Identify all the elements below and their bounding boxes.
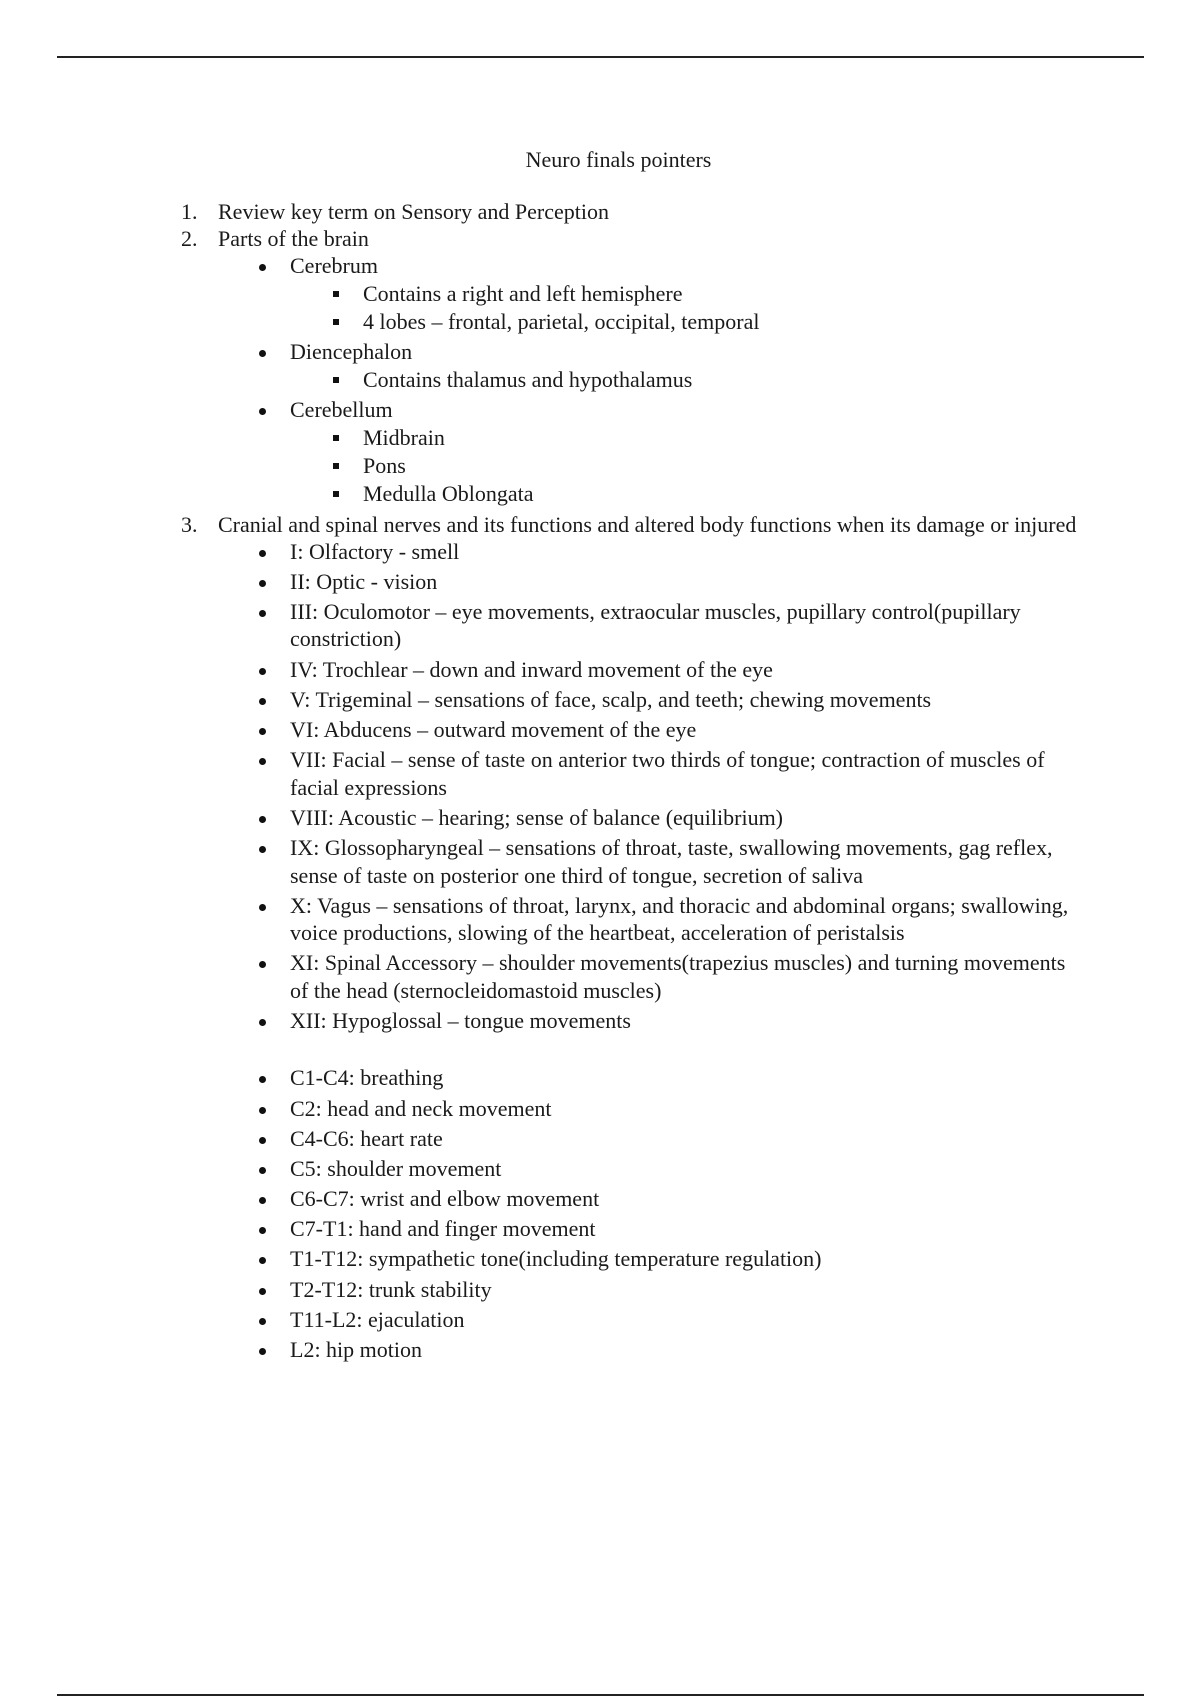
pointer-item-3 xyxy=(0,511,1200,1364)
bullet-icon xyxy=(259,350,266,357)
square-bullet-icon xyxy=(333,319,339,325)
list-item: T2-T12: trunk stability xyxy=(290,1276,1090,1304)
list-item: Pons xyxy=(363,452,1080,480)
list-item: 4 lobes – frontal, parietal, occipital, temporal xyxy=(363,308,1080,336)
square-bullet-icon xyxy=(333,291,339,297)
document-body xyxy=(0,198,1200,1366)
bullet-icon xyxy=(259,758,266,765)
list-number: 2. xyxy=(181,226,198,251)
bullet-icon xyxy=(259,1348,266,1355)
list-item: VIII: Acoustic – hearing; sense of balance (equilibrium) xyxy=(290,804,1090,832)
list-item: C5: shoulder movement xyxy=(290,1155,1090,1183)
list-item: VI: Abducens – outward movement of the eye xyxy=(290,716,1090,744)
bullet-icon xyxy=(259,264,266,271)
bullet-icon xyxy=(259,1318,266,1325)
square-bullet-icon xyxy=(333,463,339,469)
bullet-icon xyxy=(259,1257,266,1264)
bullet-icon xyxy=(259,408,266,415)
pointer-text: Parts of the brain xyxy=(218,226,369,251)
list-item: Medulla Oblongata xyxy=(363,480,1080,508)
list-item: Contains thalamus and hypothalamus xyxy=(363,366,1080,394)
bullet-icon xyxy=(259,610,266,617)
bullet-icon xyxy=(259,816,266,823)
list-number: 3. xyxy=(181,511,198,537)
pointer-text: Cranial and spinal nerves and its functions and altered body functions when its damage or injured xyxy=(218,511,1077,537)
list-item: C7-T1: hand and finger movement xyxy=(290,1215,1090,1243)
bullet-icon xyxy=(259,961,266,968)
document-title: Neuro finals pointers xyxy=(525,147,712,172)
bullet-icon xyxy=(259,904,266,911)
bullet-icon xyxy=(259,1107,266,1114)
bullet-icon xyxy=(259,668,266,675)
bullet-icon xyxy=(259,550,266,557)
cranial-nerves-list xyxy=(218,538,1090,1035)
list-item: L2: hip motion xyxy=(290,1336,1090,1364)
list-item: T1-T12: sympathetic tone(including temperature regulation) xyxy=(290,1245,1090,1273)
list-item: C4-C6: heart rate xyxy=(290,1125,1090,1153)
spinal-nerves-list xyxy=(218,1064,1090,1363)
bullet-icon xyxy=(259,1019,266,1026)
list-item: Cerebellum Midbrain Pons Medulla Oblongata xyxy=(290,396,1090,508)
bullet-icon xyxy=(259,1076,266,1083)
bullet-icon xyxy=(259,728,266,735)
pointer-item-2 xyxy=(0,225,1200,508)
list-number: 1. xyxy=(181,199,198,224)
pointer-text: Review key term on Sensory and Perception xyxy=(218,199,610,224)
bullet-icon xyxy=(259,1137,266,1144)
square-bullet-icon xyxy=(333,377,339,383)
list-item: XI: Spinal Accessory – shoulder movements(trapezius muscles) and turning movements of the head (sternocleidomastoid muscles) xyxy=(290,949,1090,1004)
bullet-icon xyxy=(259,846,266,853)
list-item: T11-L2: ejaculation xyxy=(290,1306,1090,1334)
list-item: C2: head and neck movement xyxy=(290,1095,1090,1123)
sub-list xyxy=(290,366,1080,394)
list-item: V: Trigeminal – sensations of face, scalp, and teeth; chewing movements xyxy=(290,686,1090,714)
list-item: X: Vagus – sensations of throat, larynx, and thoracic and abdominal organs; swallowing, voice productions, slowing of the heartbeat, acceleration of peristalsis xyxy=(290,892,1090,947)
list-item: Midbrain xyxy=(363,424,1080,452)
list-item: Contains a right and left hemisphere xyxy=(363,280,1080,308)
bullet-icon xyxy=(259,1227,266,1234)
bottom-rule xyxy=(57,1694,1144,1696)
spacer xyxy=(218,1037,1090,1064)
pointer-list xyxy=(0,198,1200,1364)
list-item: C6-C7: wrist and elbow movement xyxy=(290,1185,1090,1213)
list-item: VII: Facial – sense of taste on anterior two thirds of tongue; contraction of muscles of facial expressions xyxy=(290,746,1090,801)
bullet-icon xyxy=(259,698,266,705)
bullet-icon xyxy=(259,580,266,587)
list-item: I: Olfactory - smell xyxy=(290,538,1090,566)
list-item: Cerebrum Contains a right and left hemisphere 4 lobes – frontal, parietal, occipital, temporal xyxy=(290,252,1090,336)
list-item: IX: Glossopharyngeal – sensations of throat, taste, swallowing movements, gag reflex, sense of taste on posterior one third of tongue, secretion of saliva xyxy=(290,834,1090,889)
list-item: II: Optic - vision xyxy=(290,568,1090,596)
top-rule xyxy=(57,56,1144,58)
pointer-item-1 xyxy=(0,198,1200,225)
sub-list xyxy=(290,424,1080,508)
square-bullet-icon xyxy=(333,435,339,441)
list-item: III: Oculomotor – eye movements, extraocular muscles, pupillary control(pupillary constriction) xyxy=(290,598,1090,653)
list-item: XII: Hypoglossal – tongue movements xyxy=(290,1007,1090,1035)
list-item: IV: Trochlear – down and inward movement of the eye xyxy=(290,656,1090,684)
square-bullet-icon xyxy=(333,491,339,497)
bullet-icon xyxy=(259,1197,266,1204)
list-item: Diencephalon Contains thalamus and hypothalamus xyxy=(290,338,1090,394)
brain-parts-list xyxy=(218,252,1090,508)
bullet-icon xyxy=(259,1167,266,1174)
bullet-icon xyxy=(259,1288,266,1295)
sub-list xyxy=(290,280,1080,336)
list-item: C1-C4: breathing xyxy=(290,1064,1090,1092)
